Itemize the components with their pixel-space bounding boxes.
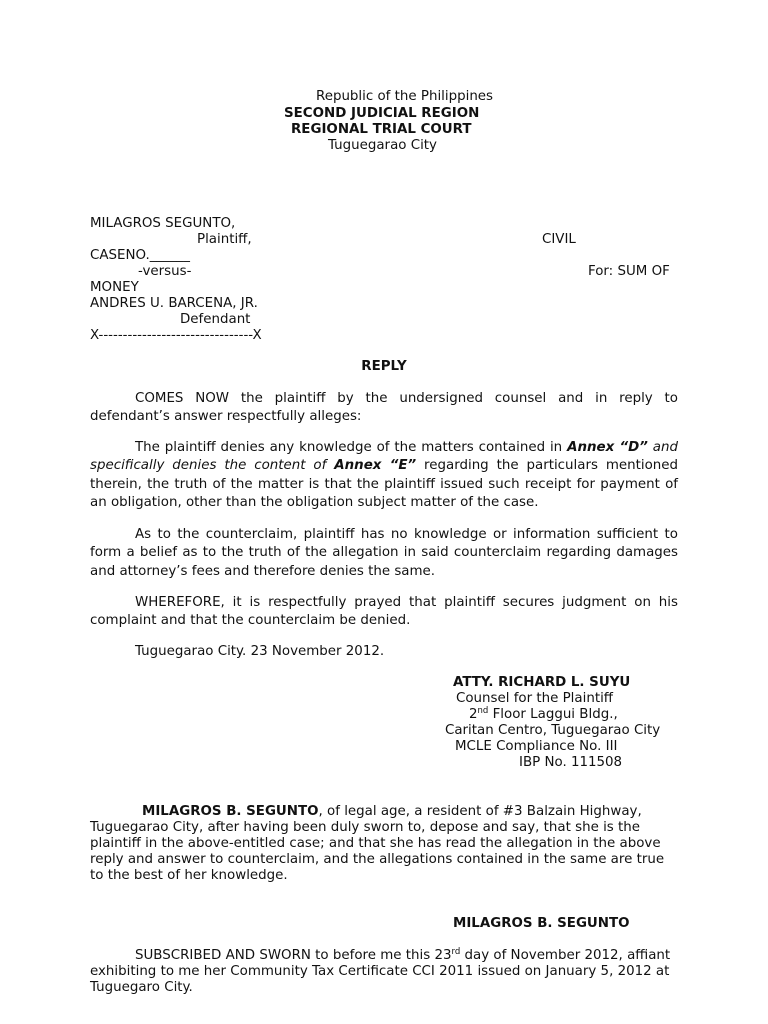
defendant-role: Defendant: [180, 312, 251, 327]
region-line: SECOND JUDICIAL REGION: [284, 106, 480, 121]
counterclaim-text: As to the counterclaim, plaintiff has no knowledge or information sufficient to form a belief as to the truth of the allegation in said counterclaim regarding damages and attorney’s fees and therefore denies the same.: [90, 527, 678, 579]
city-line: Tuguegarao City: [328, 138, 437, 153]
caption-separator: X--------------------------------X: [90, 328, 262, 343]
counsel-ibp: IBP No. 111508: [519, 755, 623, 770]
plaintiff-role: Plaintiff,: [197, 232, 252, 247]
paragraph-wherefore: [90, 594, 678, 631]
court-line: REGIONAL TRIAL COURT: [291, 122, 472, 137]
for-label: For: SUM OF: [588, 264, 670, 279]
versus-label: -versus-: [138, 264, 192, 279]
money-label: MONEY: [90, 280, 139, 295]
civil-label: CIVIL: [542, 232, 576, 247]
date-line: Tuguegarao City. 23 November 2012.: [135, 644, 385, 659]
jurat-ordinal: rd: [451, 947, 461, 957]
document-title: REPLY: [361, 359, 407, 374]
denial-text-a: The plaintiff denies any knowledge of the matters contained in: [135, 440, 568, 455]
annex-e-ref: Annex “E”: [334, 458, 417, 474]
verification-name: MILAGROS B. SEGUNTO: [142, 804, 319, 819]
denial-text-c: regarding the particulars mentioned therein, the truth of the matter is that the plaintiff issued such receipt for payment of an obligation, other than the obligation subject matter of the case.: [90, 458, 678, 510]
verification-text: , of legal age, a resident of #3 Balzain Highway, Tuguegarao City, after having been duly sworn to, depose and say, that she is the plaintiff in the above-entitled case; and that she has read the allegation in the above reply and answer to counterclaim, and the allegations contained in the same are true to the best of her knowledge.: [90, 804, 665, 883]
jurat-paragraph: [90, 948, 678, 996]
plaintiff-name: MILAGROS SEGUNTO,: [90, 216, 236, 231]
paragraph-counterclaim: [90, 526, 678, 581]
denial-text-b: and specifically denies the content of: [90, 440, 678, 474]
jurat-text-b: day of November 2012, affiant exhibiting to me her Community Tax Certificate CCI 2011 issued on January 5, 2012 at Tuguegaro City.: [90, 948, 671, 995]
affiant-signatory: MILAGROS B. SEGUNTO: [453, 916, 630, 931]
floor-number: 2: [469, 707, 478, 722]
floor-suffix: nd: [477, 706, 489, 716]
counsel-role: Counsel for the Plaintiff: [456, 691, 614, 706]
defendant-name: ANDRES U. BARCENA, JR.: [90, 296, 258, 311]
paragraph-denial: [90, 439, 678, 512]
annex-d-ref: Annex “D”: [567, 440, 648, 455]
jurat-text-a: SUBSCRIBED AND SWORN to before me this 23: [135, 948, 452, 963]
wherefore-text: WHEREFORE, it is respectfully prayed that plaintiff secures judgment on his complaint and that the counterclaim be denied.: [90, 595, 678, 629]
counsel-mcle: MCLE Compliance No. III: [455, 739, 618, 754]
paragraph-intro: [90, 390, 678, 427]
floor-building: Floor Laggui Bldg.,: [488, 707, 618, 722]
republic-line: Republic of the Philippines: [316, 89, 494, 104]
counsel-address: Caritan Centro, Tuguegarao City: [445, 723, 661, 738]
verification-paragraph: [90, 804, 678, 884]
counsel-name: ATTY. RICHARD L. SUYU: [453, 675, 631, 690]
paragraph-intro-text: COMES NOW the plaintiff by the undersigned counsel and in reply to defendant’s answer respectfully alleges:: [90, 391, 678, 425]
case-number: CASENO.______: [90, 248, 190, 263]
counsel-floor: [469, 707, 618, 723]
